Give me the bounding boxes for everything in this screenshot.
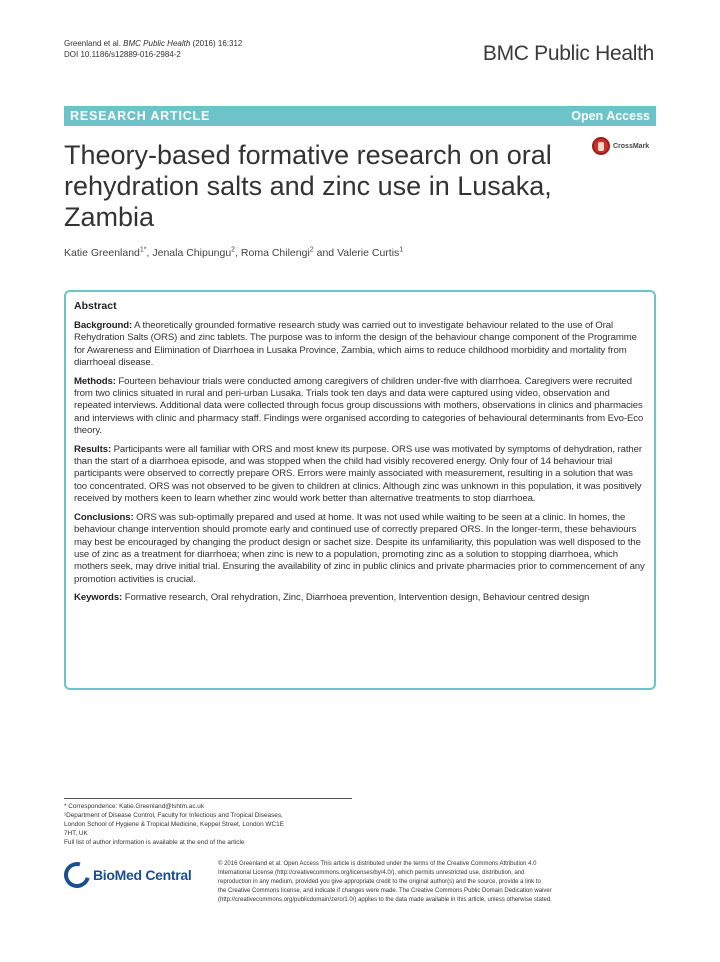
abstract-conclusions: Conclusions: ORS was sub-optimally prepared and used at home. It was not used while waiting to be seen at a clinic. In homes, the behaviour change intervention should promote early and continued use of correctly prepared ORS. In the longer-term, these behaviours may best be encouraged by changing the product design or sachet size. Despite its unfamiliarity, this population was well disposed to the use of zinc as a treatment for diarrhoea; when zinc is new to a population, promoting zinc as a solution to stopping diarrhoea, which mothers seek, may drive initial trial. Ensuring the availability of zinc in public clinics and private pharmacies prior to commencement of any promotion activities is crucial.	[74, 511, 645, 585]
affiliation-line: ¹Department of Disease Control, Faculty for Infectious and Tropical Diseases,	[64, 812, 283, 819]
license-line: © 2016 Greenland et al. Open Access This article is distributed under the terms of the Creative Commons Attribution 4.0	[218, 861, 537, 867]
footnotes	[64, 802, 364, 847]
author-info-note: Full list of author information is available at the end of the article	[64, 839, 245, 846]
citation-journal: BMC Public Health	[123, 39, 191, 48]
biomed-central-logo-icon	[59, 857, 95, 893]
citation-line	[64, 38, 242, 49]
article-type-bar	[64, 106, 656, 126]
crossmark-badge[interactable]	[592, 137, 649, 155]
affiliation-line: London School of Hygiene & Tropical Medicine, Keppel Street, London WC1E	[64, 821, 284, 828]
license-line: International License (http://creativecommons.org/licenses/by/4.0/), which permits unrestricted use, distribution, and	[218, 870, 525, 876]
citation-block	[64, 38, 242, 60]
author: Valerie Curtis$^1$	[337, 246, 404, 259]
citation-rest: (2016) 16:312	[190, 39, 243, 48]
author-list	[64, 246, 403, 259]
publisher-name: BioMed Central	[93, 867, 192, 883]
article-type: RESEARCH ARTICLE	[70, 109, 211, 123]
abstract-methods: Methods: Fourteen behaviour trials were conducted among caregivers of children under-five with diarrhoea. Caregivers were recruited from two clinics situated in rural and peri-urban Lusaka. Trials took ten days and data were captured using video, observation and repeated interviews. Additional data were collected through focus group discussions with mothers, observations in clinics and pharmacies and interviews with clinic and pharmacy staff. Findings were organised according to categories of behavioural determinants from Evo-Eco theory.	[74, 375, 644, 437]
author: Katie Greenland$^{1*}$,	[64, 246, 153, 259]
abstract-results: Results: Participants were all familiar with ORS and most knew its purpose. ORS use was motivated by symptoms of dehydration, rather than the start of a diarrhoea episode, and was stopped when the child had visibly recovered energy. Only four of 14 behaviour trial participants were observed to correctly prepare ORS. Errors were mainly associated with measurement, resulting in a solution that was too concentrated. ORS was not observed to be given to children at clinics. Although zinc was unknown in this population, it was positively received by mothers keen to learn whether zinc would work better than alternative treatments to stop diarrhoea.	[74, 443, 642, 505]
license-line: (http://creativecommons.org/publicdomain/zero/1.0/) applies to the data made available in this article, unless otherwise stated.	[218, 897, 552, 903]
open-access-label: Open Access	[571, 109, 650, 123]
crossmark-label: CrossMark	[613, 142, 650, 150]
citation-authors: Greenland et al.	[64, 39, 121, 48]
license-line: the Creative Commons license, and indicate if changes were made. The Creative Commons Public Domain Dedication waiver	[218, 888, 552, 894]
doi[interactable]: DOI 10.1186/s12889-016-2984-2	[64, 50, 181, 59]
abstract-background: Background: A theoretically grounded formative research study was carried out to investigate behaviour related to the use of Oral Rehydration Salts (ORS) and zinc tablets. The purpose was to inform the design of the behaviour change component of the Programme for Awareness and Elimination of Diarrhoea in Lusaka Province, Zambia, which aims to reduce childhood morbidity and mortality from diarrhoeal disease.	[74, 320, 637, 369]
biomed-central-logo[interactable]	[64, 862, 191, 888]
license-line: reproduction in any medium, provided you give appropriate credit to the original author(s) and the source, provide a link to	[218, 879, 541, 885]
author: Roma Chilengi$^2$ and	[240, 246, 338, 259]
crossmark-icon	[592, 137, 610, 155]
abstract-keywords: Keywords: Formative research, Oral rehydration, Zinc, Diarrhoea prevention, Intervention design, Behaviour centred design	[74, 592, 590, 604]
abstract-heading: Abstract	[74, 300, 117, 312]
article-title: Theory-based formative research on oral rehydration salts and zinc use in Lusaka, Zambia	[64, 140, 552, 232]
journal-name: BMC Public Health	[482, 42, 654, 65]
affiliation-line: 7HT, UK	[64, 830, 88, 837]
license-text	[218, 860, 658, 905]
footnote-divider	[64, 798, 352, 799]
author: Jenala Chipungu$^2$,	[152, 246, 241, 259]
correspondence-note[interactable]: * Correspondence: Katie.Greenland@lshtm.ac.uk	[64, 803, 205, 810]
abstract-box	[64, 290, 656, 690]
